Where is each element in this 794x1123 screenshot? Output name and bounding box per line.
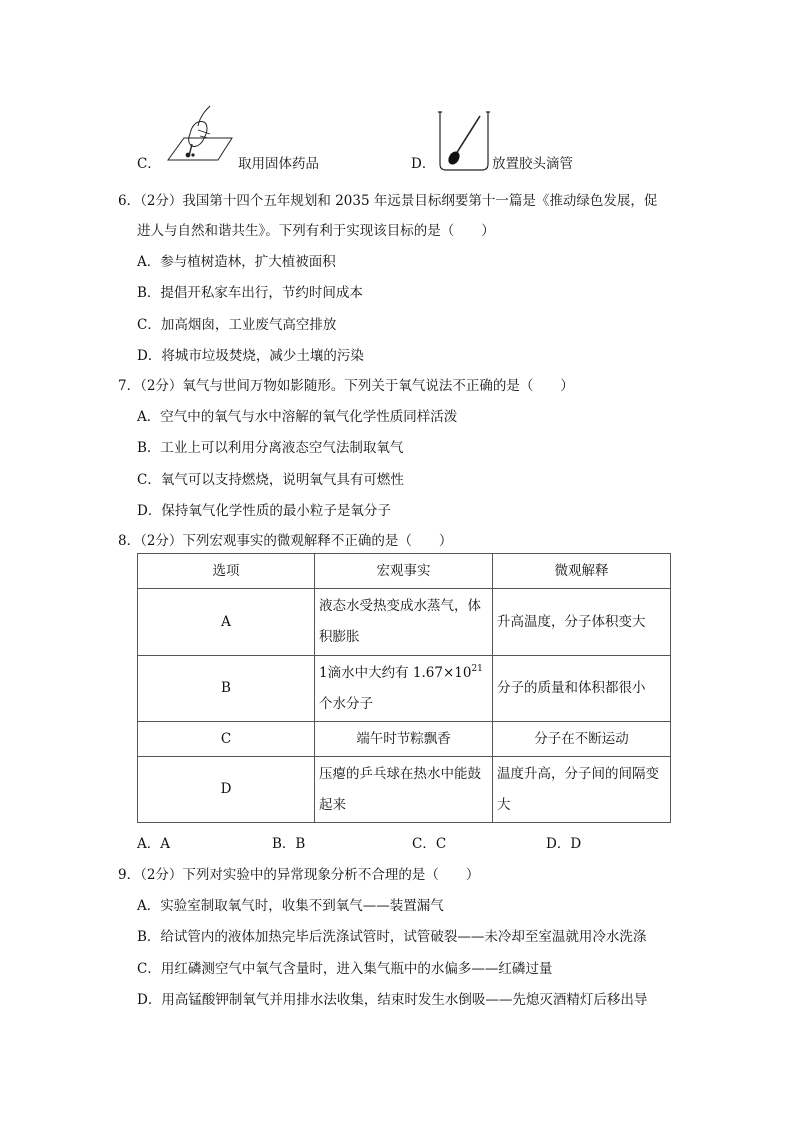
q8-stem: 8．（2分）下列宏观事实的微观解释不正确的是（ ） (118, 533, 453, 549)
table-row (138, 757, 671, 823)
row-fact: 压瘪的乒乓球在热水中能鼓起来 (315, 757, 493, 823)
q6-option-a: A．参与植树造林，扩大植被面积 (137, 254, 336, 270)
table-header-row (138, 554, 671, 589)
q7-option-c: C．氧气可以支持燃烧，说明氧气具有可燃性 (137, 472, 404, 488)
macro-micro-table (137, 553, 671, 823)
q8-answer-d: D．D (546, 836, 582, 852)
row-fact: 液态水受热变成水蒸气，体积膨胀 (315, 589, 493, 656)
q9-stem: 9．（2分）下列对实验中的异常现象分析不合理的是（ ） (118, 867, 480, 883)
table-row (138, 589, 671, 656)
q9-option-b: B．给试管内的液体加热完毕后洗涤试管时，试管破裂——未冷却至室温就用冷水洗涤 (137, 929, 647, 945)
q5-option-c-label: C． (137, 156, 161, 172)
q5-option-d-label: D． (411, 156, 436, 172)
solid-reagent-illustration (162, 104, 238, 166)
q9-option-c: C．用红磷测空气中氧气含量时，进入集气瓶中的水偏多——红磷过量 (137, 961, 553, 977)
header-macro-fact: 宏观事实 (315, 554, 493, 589)
q8-answer-c: C．C (412, 836, 447, 852)
q5-option-d-text: 放置胶头滴管 (492, 156, 573, 172)
table-row (138, 722, 671, 757)
row-fact: 端午时节粽飘香 (315, 722, 493, 757)
q8-answer-b: B．B (272, 836, 306, 852)
q7-stem: 7．（2分）氧气与世间万物如影随形。下列关于氧气说法不正确的是（ ） (118, 378, 574, 394)
row-option: B (138, 656, 315, 722)
fact-text-post: 个水分子 (319, 695, 373, 712)
dropper-in-beaker-illustration (436, 110, 492, 172)
row-explanation: 温度升高，分子间的间隔变大 (493, 757, 671, 823)
q6-option-c: C．加高烟囱，工业废气高空排放 (137, 317, 337, 333)
row-explanation: 分子的质量和体积都很小 (493, 656, 671, 722)
q9-option-a: A．实验室制取氧气时，收集不到氧气——装置漏气 (137, 898, 444, 914)
q5-option-c-text: 取用固体药品 (238, 156, 319, 172)
row-option: A (138, 589, 315, 656)
q8-answer-a: A．A (137, 836, 170, 852)
row-option: D (138, 757, 315, 823)
q7-option-d: D．保持氧气化学性质的最小粒子是氧分子 (137, 503, 391, 519)
fact-exponent: 21 (471, 663, 483, 674)
row-fact (315, 656, 493, 722)
q6-option-b: B．提倡开私家车出行，节约时间成本 (137, 285, 363, 301)
q7-option-a: A．空气中的氧气与水中溶解的氧气化学性质同样活泼 (137, 409, 458, 425)
row-explanation: 升高温度，分子体积变大 (493, 589, 671, 656)
q6-stem-line1: 6．（2分）我国第十四个五年规划和 2035 年远景目标纲要第十一篇是《推动绿色发展，促 (118, 193, 658, 209)
fact-text-pre: 1滴水中大约有 1.67×10 (319, 664, 472, 681)
row-option: C (138, 722, 315, 757)
q6-stem-line2: 进人与自然和谐共生》。下列有利于实现该目标的是（ ） (137, 223, 495, 239)
q7-option-b: B．工业上可以利用分离液态空气法制取氧气 (137, 440, 404, 456)
q6-option-d: D．将城市垃圾焚烧，减少土壤的污染 (137, 348, 364, 364)
table-row (138, 656, 671, 722)
header-micro-explanation: 微观解释 (493, 554, 671, 589)
row-explanation: 分子在不断运动 (493, 722, 671, 757)
q9-option-d: D．用高锰酸钾制氧气并用排水法收集，结束时发生水倒吸——先熄灭酒精灯后移出导 (137, 992, 648, 1008)
header-option: 选项 (138, 554, 315, 589)
